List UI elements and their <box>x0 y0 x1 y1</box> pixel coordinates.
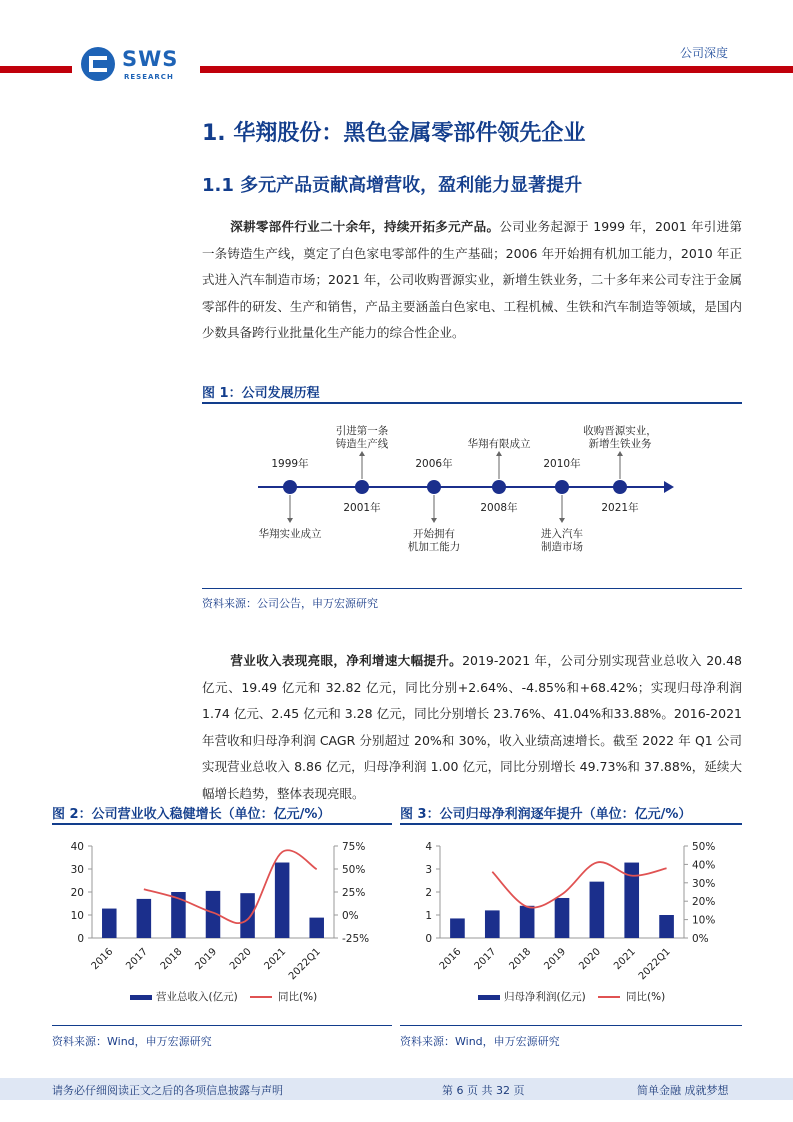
profit-chart-category-label: 2021 <box>612 946 638 973</box>
profit-chart-tick-label-right: 50% <box>692 841 716 853</box>
profit-chart-bar <box>520 906 535 938</box>
figure-1-source: 资料来源：公司公告，申万宏源研究 <box>202 597 378 610</box>
profit-chart-bar <box>485 910 500 938</box>
profit-chart-category-label: 2016 <box>437 946 464 973</box>
profit-chart-category-label: 2022Q1 <box>636 946 673 983</box>
profit-chart-legend-bar-swatch <box>478 995 500 1000</box>
profit-chart-category-label: 2019 <box>542 946 569 973</box>
logo-icon <box>81 47 115 81</box>
revenue-chart-category-label: 2017 <box>124 946 150 973</box>
revenue-chart-category-label: 2016 <box>89 946 116 973</box>
timeline-node <box>492 480 506 494</box>
net-profit-chart <box>400 828 742 1023</box>
revenue-chart-bar <box>309 918 324 938</box>
subsection-heading: 1.1 多元产品贡献高增营收，盈利能力显著提升 <box>202 175 583 196</box>
logo-text: SWS <box>122 47 179 71</box>
revenue-chart-tick-label-right: 25% <box>342 887 366 899</box>
revenue-chart-tick-label-left: 40 <box>70 841 84 853</box>
timeline-node <box>355 480 369 494</box>
timeline-event: 机加工能力 <box>407 541 461 553</box>
profit-chart-bar <box>450 918 465 938</box>
paragraph-2-text: 2019-2021 年，公司分别实现营业总收入 20.48 亿元、19.49 亿元和 32.82 亿元，同比分别+2.64%、-4.85%和+68.42%；实现归母净利润 1.74 亿元、2.45 亿元和 3.28 亿元，同比分别增长 23.76%、41.04%和33.88%。2016-2021 年营收和归母净利润 CAGR 分别超过 20%和 30%，收入业绩高速增长。截至 2022 年 Q1 公司实现营业总收入 8.86 亿元，归母净利润 1.00 亿元，同比分别增长 49.73%和 37.88%，延续大幅增长趋势，整体表现亮眼。 <box>202 653 742 801</box>
timeline-node <box>555 480 569 494</box>
timeline-event: 引进第一条 <box>335 425 389 437</box>
timeline-event: 制造市场 <box>541 541 583 553</box>
revenue-chart-legend-line-label: 同比(%) <box>278 991 318 1003</box>
paragraph-1-text: 公司业务起源于 1999 年，2001 年引进第一条铸造生产线，奠定了白色家电零部件的生产基础；2006 年开始拥有机加工能力，2010 年正式进入汽车制造市场；2021 年，公司收购晋源实业，新增生铁业务，二十多年来公司专注于金属零部件的研发、生产和销售，产品主要涵盖白色家电、工程机械、生铁和汽车制造等领域，是国内少数具备跨行业批量化生产能力的综合性企业。 <box>202 219 742 340</box>
profit-chart-bar <box>555 898 570 938</box>
figure-2-bottom-rule <box>52 1025 392 1026</box>
revenue-chart-tick-label-right: 50% <box>342 864 366 876</box>
profit-chart-tick-label-left: 2 <box>425 887 432 899</box>
profit-chart-tick-label-right: 10% <box>692 914 716 927</box>
profit-chart-bar <box>659 915 674 938</box>
revenue-chart-legend-bar-swatch <box>130 995 152 1000</box>
timeline-event: 开始拥有 <box>413 528 455 540</box>
revenue-chart-tick-label-left: 10 <box>70 910 84 922</box>
timeline-connector-arrow <box>617 451 623 456</box>
revenue-chart-category-label: 2020 <box>227 946 254 973</box>
revenue-chart-growth-line <box>144 850 317 923</box>
figure-1-title: 图 1：公司发展历程 <box>202 386 320 401</box>
profit-chart-tick-label-right: 40% <box>692 859 716 872</box>
timeline-connector-arrow <box>359 451 365 456</box>
revenue-chart-category-label: 2021 <box>262 946 289 973</box>
profit-chart-category-label: 2020 <box>577 946 603 973</box>
figure-1-top-rule <box>202 402 742 404</box>
timeline-chart <box>202 405 742 585</box>
figure-1-bottom-rule <box>202 588 742 589</box>
profit-chart-tick-label-left: 0 <box>425 933 432 945</box>
revenue-chart-category-label: 2019 <box>193 946 220 973</box>
profit-chart-tick-label-right: 0% <box>692 933 709 945</box>
timeline-arrowhead <box>664 481 674 493</box>
logo-subtext: RESEARCH <box>124 73 174 81</box>
section-heading: 1. 华翔股份：黑色金属零部件领先企业 <box>202 121 586 146</box>
figure-2-top-rule <box>52 823 392 825</box>
revenue-chart-bar <box>275 863 290 938</box>
revenue-chart-tick-label-right: 75% <box>342 841 366 853</box>
timeline-event: 收购晋源实业， <box>583 425 657 437</box>
revenue-chart-bar <box>102 909 117 938</box>
paragraph-2-lead: 营业收入表现亮眼，净利增速大幅提升。 <box>230 653 463 668</box>
figure-3-top-rule <box>400 823 742 825</box>
figure-2-source: 资料来源：Wind，申万宏源研究 <box>52 1035 212 1048</box>
timeline-year: 2010年 <box>543 458 581 470</box>
timeline-year: 2006年 <box>415 458 453 470</box>
timeline-connector-arrow <box>287 518 293 523</box>
timeline-node <box>427 480 441 494</box>
timeline-year: 2001年 <box>343 502 381 514</box>
paragraph-1-lead: 深耕零部件行业二十余年，持续开拓多元产品。 <box>230 219 500 234</box>
revenue-chart-category-label: 2018 <box>158 946 185 973</box>
paragraph-2 <box>202 648 742 807</box>
figure-2-title: 图 2：公司营业收入稳健增长（单位：亿元/%） <box>52 807 331 822</box>
timeline-event: 华翔有限成立 <box>467 438 531 450</box>
timeline-year: 2008年 <box>480 502 518 514</box>
timeline-year: 2021年 <box>601 502 639 514</box>
revenue-chart-tick-label-left: 0 <box>77 933 84 945</box>
figure-3-title: 图 3：公司归母净利润逐年提升（单位：亿元/%） <box>400 807 692 822</box>
footer-slogan: 简单金融 成就梦想 <box>637 1084 729 1097</box>
profit-chart-tick-label-left: 3 <box>425 864 432 876</box>
header-tag: 公司深度 <box>680 46 729 60</box>
figure-3-bottom-rule <box>400 1025 742 1026</box>
revenue-chart-bar <box>240 893 255 938</box>
timeline-event: 华翔实业成立 <box>258 528 322 540</box>
revenue-chart-tick-label-left: 30 <box>70 864 84 876</box>
profit-chart-legend-bar-label: 归母净利润(亿元) <box>504 991 586 1003</box>
timeline-event: 铸造生产线 <box>335 438 389 450</box>
timeline-connector-arrow <box>431 518 437 523</box>
revenue-chart-legend-bar-label: 营业总收入(亿元) <box>156 991 238 1003</box>
revenue-chart-category-label: 2022Q1 <box>286 946 323 983</box>
timeline-event: 进入汽车 <box>541 528 583 540</box>
profit-chart-category-label: 2018 <box>507 946 534 973</box>
revenue-chart-bar <box>137 899 152 938</box>
profit-chart-tick-label-left: 1 <box>425 910 432 922</box>
timeline-year: 1999年 <box>271 458 309 470</box>
footer-disclaimer: 请务必仔细阅读正文之后的各项信息披露与声明 <box>52 1084 283 1097</box>
profit-chart-growth-line <box>492 862 666 908</box>
timeline-event: 新增生铁业务 <box>588 438 652 450</box>
page-number: 第 6 页 共 32 页 <box>442 1084 525 1097</box>
paragraph-1 <box>202 214 742 347</box>
revenue-chart-tick-label-right: -25% <box>342 933 370 945</box>
profit-chart-category-label: 2017 <box>472 946 499 973</box>
profit-chart-tick-label-left: 4 <box>425 841 432 853</box>
revenue-chart <box>52 828 392 1023</box>
figure-3-source: 资料来源：Wind，申万宏源研究 <box>400 1035 560 1048</box>
timeline-connector-arrow <box>559 518 565 523</box>
profit-chart-legend-line-label: 同比(%) <box>626 991 666 1003</box>
revenue-chart-tick-label-right: 0% <box>342 910 359 922</box>
profit-chart-tick-label-right: 30% <box>692 877 716 890</box>
timeline-node <box>613 480 627 494</box>
timeline-node <box>283 480 297 494</box>
header-bar <box>0 66 793 73</box>
timeline-connector-arrow <box>496 451 502 456</box>
profit-chart-tick-label-right: 20% <box>692 896 716 909</box>
revenue-chart-tick-label-left: 20 <box>70 887 84 899</box>
profit-chart-bar <box>590 882 605 938</box>
